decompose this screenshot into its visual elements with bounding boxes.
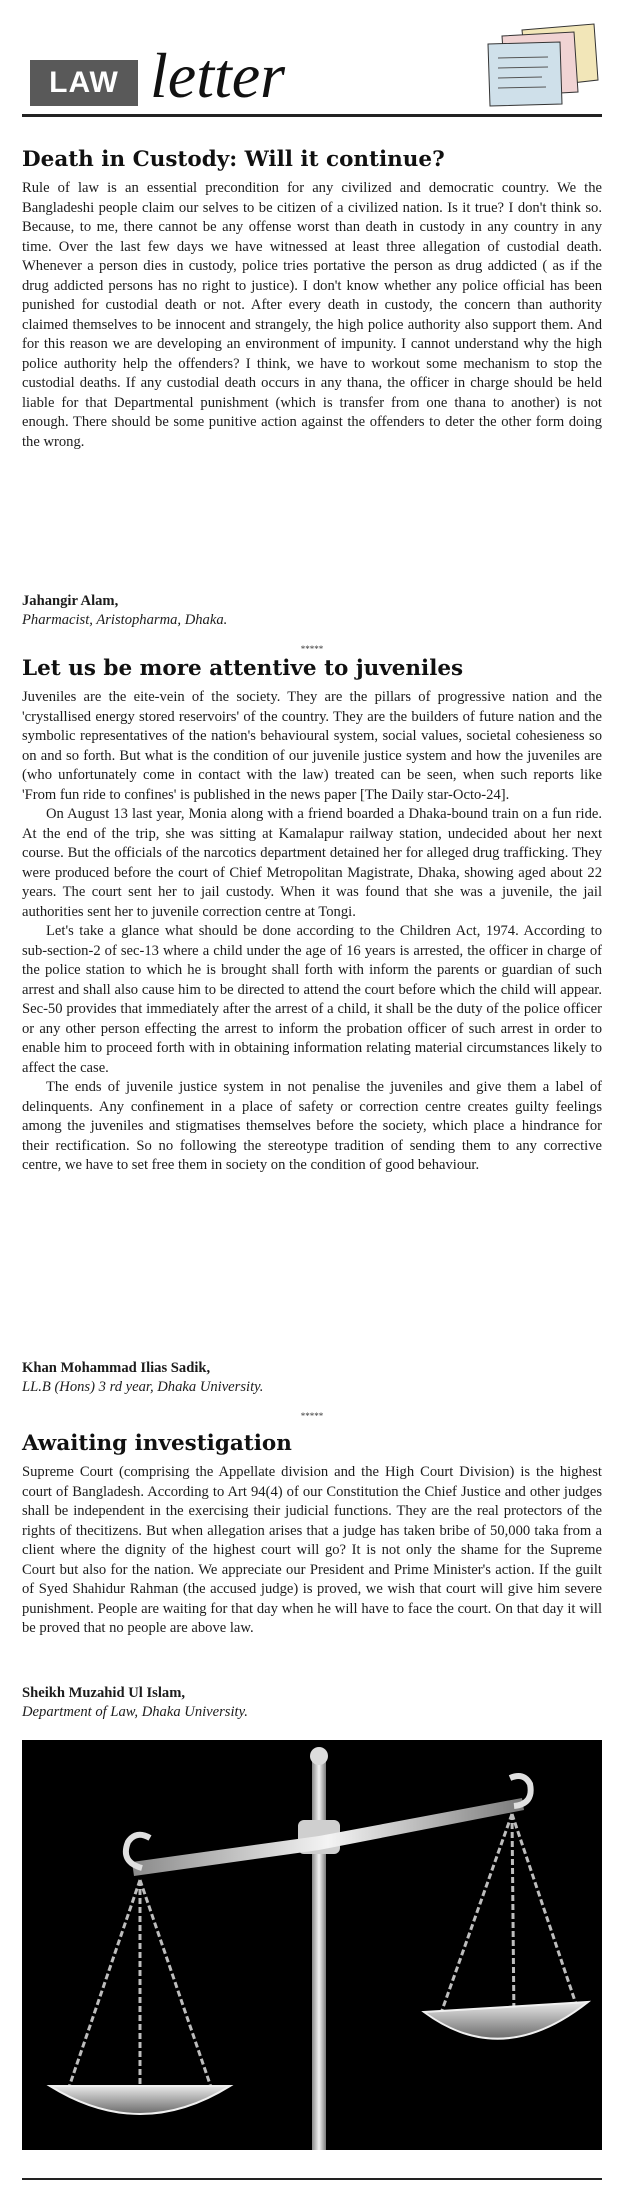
letter-affiliation: Department of Law, Dhaka University.	[22, 1704, 248, 1720]
stacked-papers-icon	[482, 22, 602, 108]
letter-title: Death in Custody: Will it continue?	[22, 147, 445, 172]
letter-paragraph: Supreme Court (comprising the Appellate division and the High Court Division) is the highest court of Bangladesh. According to Art 94(4) of our Constitution the Chief Justice and other judges shall be independent in the exercising their judicial functions. They are the real protectors of the rights of thecitizens. But when allegation arises that a judge has taken bribe of 50,000 taka from a client where the dignity of the highest court will go? It is not only the shame for the Supreme Court but also for the nation. We appreciate our President and Prime Minister's action. If the guilt of Syed Shahidur Rahman (the accused judge) is proved, we wish that court will give him severe punishment. People are waiting for that day when he will have to face the court. On that day it will be proved that no people are above law.	[22, 1464, 602, 1636]
masthead	[22, 22, 602, 117]
letter-author: Khan Mohammad Ilias Sadik,	[22, 1360, 211, 1376]
section-label: LAW	[30, 60, 138, 106]
scales-of-justice-icon	[22, 1740, 602, 2150]
page-title: letter	[150, 40, 286, 111]
letter-affiliation: Pharmacist, Aristopharma, Dhaka.	[22, 612, 228, 628]
letter-author: Sheikh Muzahid Ul Islam,	[22, 1685, 186, 1701]
separator: *****	[300, 1411, 324, 1421]
letter-paragraph: Let's take a glance what should be done according to the Children Act, 1974. According to sub-section-2 of sec-13 where a child under the age of 16 years is arrested, the officer in charge of the police station to which he is brought shall forth with inform the parents or guardian of such arrest and shall also cause him to be directed to attend the court before which the child will appear. Sec-50 provides that immediately after the arrest of a child, it shall be the duty of the police officer or any other person effecting the arrest to inform the probation officer of such arrest in order to enable him to proceed forth with in obtaining information relating material circumstances likely to affect the case.	[22, 923, 602, 1076]
letter-body	[22, 179, 602, 452]
letter-author: Jahangir Alam,	[22, 593, 119, 609]
separator: *****	[300, 644, 324, 654]
letter-paragraph: On August 13 last year, Monia along with a friend boarded a Dhaka-bound train on a fun ride. At the end of the trip, she was sitting at Kamalapur railway station, undecided about her next course. But the officials of the narcotics department detained her for alleged drug trafficking. They were produced before the court of Chief Metropolitan Magistrate, Dhaka, showing aged about 22 years. The court sent her to jail custody. When it was found that she was a juvenile, the jail authorities sent her to juvenile correction centre at Tongi.	[22, 806, 602, 920]
letter-body	[22, 688, 602, 1176]
letter-paragraph: Juveniles are the eite-vein of the society. They are the pillars of progressive nation and the 'crystallised energy stored reservoirs' of the country. They are the builders of future nation and the symbolic representatives of the nation's behavioural system, social values, societal cohesieness so on and so forth. But what is the condition of our juvenile justice system and how the juveniles are (who unfortunately come in contact with the law) treated can be seen, when such reports like 'From fun ride to confines' is published in the news paper [The Daily star-Octo-24].	[22, 689, 602, 803]
letter-title: Let us be more attentive to juveniles	[22, 656, 464, 681]
scales-photo	[22, 1740, 602, 2150]
letter-affiliation: LL.B (Hons) 3 rd year, Dhaka University.	[22, 1379, 264, 1395]
bottom-rule	[22, 2178, 602, 2180]
letter-title: Awaiting investigation	[22, 1431, 292, 1456]
letter-body	[22, 1463, 602, 1639]
letter-paragraph: Rule of law is an essential precondition for any civilized and democratic country. We the Bangladeshi people claim our selves to be citizen of a civilized nation. Is it true? I don't think so. Because, to me, there cannot be any offense worst than death in custody in any country in any time. Over the last few days we have witnessed at least three allegation of custodial death. Whenever a person dies in custody, police tries portative the person as drug addicted ( as if the drug addicted persons has no right to justice). I don't know whether any police official has been punished for custodial death or not. After every death in custody, the concern than authority claimed themselves to be innocent and strangely, the high police authority also support them. And for this reason we are developing an environment of impunity. I cannot understand why the high police authority help the offenders? I think, we have to workout some mechanism to stop the custodial deaths. If any custodial death occurs in any thana, the officer in charge should be held liable for that Departmental punishment (which is transfer from one thana to another) is not enough. There should be some punitive action against the offenders to deter the other form doing the wrong.	[22, 180, 602, 450]
letter-paragraph: The ends of juvenile justice system in not penalise the juveniles and give them a label of delinquents. Any confinement in a place of safety or correction centre creates guilty feelings among the juveniles and stigmatises themselves before the society, which place a hindrance for their rectification. So no following the stereotype tradition of sending them to any corrective centre, we have to set free them in society on the condition of good behaviour.	[22, 1079, 602, 1173]
